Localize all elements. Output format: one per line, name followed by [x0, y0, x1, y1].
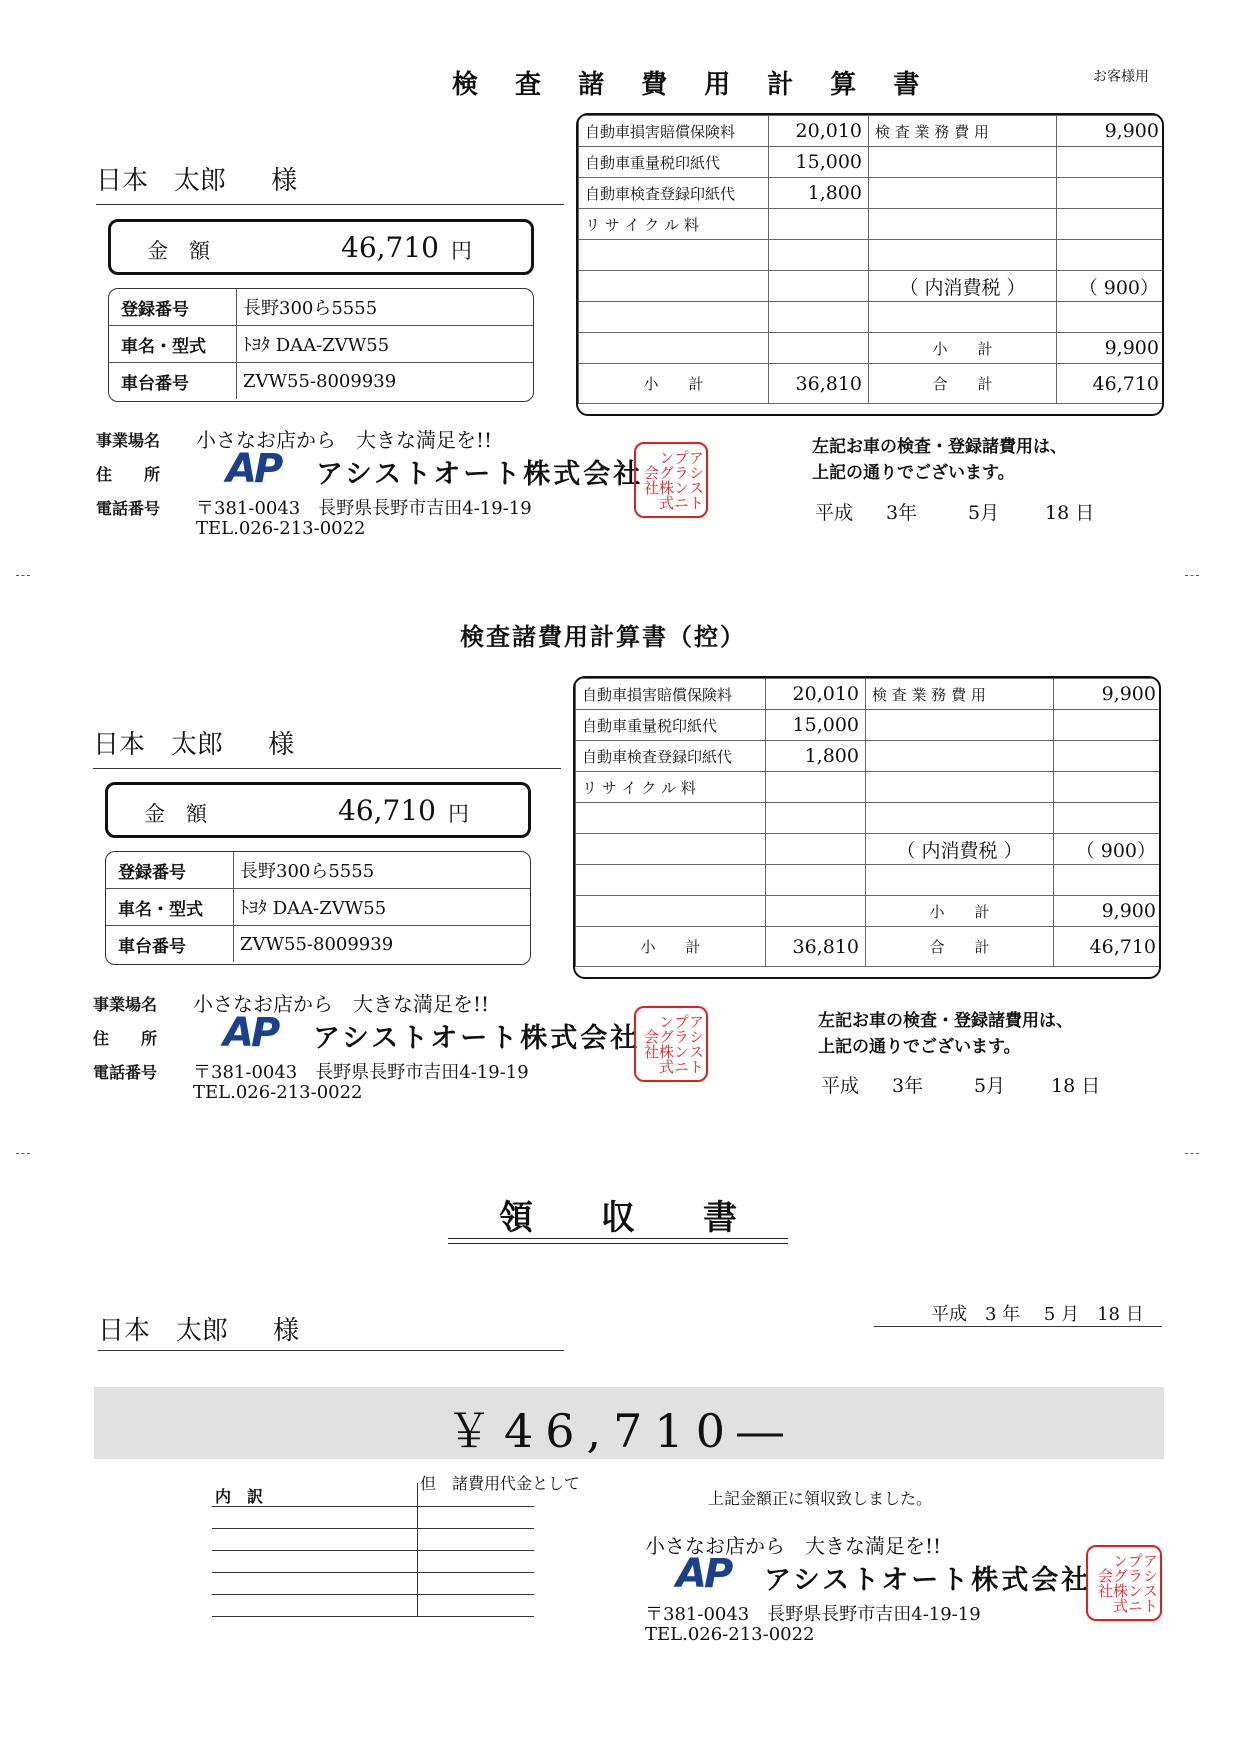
amount-value: 46,710: [341, 231, 439, 264]
amount-unit: 円: [448, 802, 469, 826]
total-label: 合 計: [866, 927, 1054, 967]
fee-label: 自動車検査登録印紙代: [579, 178, 769, 209]
total-label: 合 計: [869, 364, 1057, 404]
customer-name: 日本 太郎: [98, 1316, 229, 1346]
receipt-proviso: 但 諸費用代金として: [420, 1474, 581, 1493]
vehicle-info: [108, 288, 534, 402]
tax-label: （ 内消費税 ）: [866, 834, 1054, 865]
fee-value: 15,000: [769, 147, 869, 178]
biz-label: 事業場名: [96, 431, 161, 450]
model-label: 車名・型式: [106, 889, 234, 925]
statement-title: 検 査 諸 費 用 計 算 書: [452, 70, 934, 100]
reg-value: 長野300ら5555: [243, 298, 378, 319]
fee-label: 自動車損害賠償保険料: [579, 116, 769, 147]
amount-unit: 円: [451, 239, 472, 263]
model-value: ﾄﾖﾀ DAA-ZVW55: [240, 898, 387, 919]
chassis-value: ZVW55-8009939: [240, 933, 394, 955]
breakdown-label: 内 訳: [215, 1487, 264, 1506]
honorific: 様: [271, 166, 298, 196]
tax-value: （ 900）: [1057, 271, 1165, 302]
cut-mark: [16, 575, 30, 578]
reg-value: 長野300ら5555: [240, 861, 375, 882]
model-label: 車名・型式: [109, 326, 237, 362]
chassis-label: 車台番号: [106, 926, 234, 962]
company-address: 〒381-0043 長野県長野市吉田4-19-19: [193, 1062, 529, 1083]
tax-label: （ 内消費税 ）: [869, 271, 1057, 302]
company-name: アシストオート株式会社: [316, 459, 644, 490]
vehicle-row-reg: [106, 852, 530, 889]
company-logo: AP: [676, 1551, 731, 1597]
customer-name: 日本 太郎: [93, 730, 224, 760]
reg-label: 登録番号: [109, 289, 237, 325]
customer-name-line: [96, 160, 564, 205]
company-seal: アシストプランニング株式会社: [1086, 1545, 1162, 1621]
fee-value: 9,900: [1054, 679, 1162, 710]
customer-name: 日本 太郎: [96, 166, 227, 196]
company-tel: TEL.026-213-0022: [193, 1082, 363, 1103]
amount-value: 46,710: [338, 794, 436, 827]
company-seal: アシストプランニング株式会社: [634, 1006, 708, 1082]
model-value: ﾄﾖﾀ DAA-ZVW55: [243, 335, 390, 356]
cut-mark: [1185, 1153, 1199, 1156]
amount-box: [108, 219, 534, 275]
chassis-value: ZVW55-8009939: [243, 370, 397, 392]
customer-copy-label: お客様用: [1093, 69, 1149, 85]
fee-label: リ サ イ ク ル 料: [576, 772, 766, 803]
customer-name-line: [93, 724, 561, 769]
tel-label: 電話番号: [93, 1063, 158, 1082]
date-era: 平成: [815, 502, 854, 524]
vehicle-row-chassis: [109, 363, 533, 399]
fee-value: 15,000: [766, 710, 866, 741]
fee-label: 自動車重量税印紙代: [576, 710, 766, 741]
date-day: 18 日: [1045, 502, 1095, 524]
vehicle-info: [105, 851, 531, 965]
fee-label: リ サ イ ク ル 料: [579, 209, 769, 240]
tax-value: （ 900）: [1054, 834, 1162, 865]
tel-label: 電話番号: [96, 499, 161, 518]
statement-line1: 左記お車の検査・登録諸費用は、: [818, 1011, 1073, 1031]
statement-line2: 上記の通りでございます。: [812, 463, 1015, 483]
fee-value: 20,010: [766, 679, 866, 710]
addr-label: 住 所: [93, 1029, 158, 1048]
date-year: 3年: [886, 502, 918, 524]
company-name: アシストオート株式会社: [764, 1565, 1092, 1596]
fee-value: 1,800: [769, 178, 869, 209]
addr-label: 住 所: [96, 465, 161, 484]
received-text: 上記金額正に領収致しました。: [708, 1489, 933, 1508]
fee-label: 検 査 業 務 費 用: [869, 116, 1057, 147]
company-logo: AP: [226, 446, 281, 492]
statement-title-copy: 検査諸費用計算書（控）: [460, 623, 746, 651]
date-month: 5月: [974, 1075, 1006, 1097]
chassis-label: 車台番号: [109, 363, 237, 399]
subtotal-value: 9,900: [1057, 333, 1165, 364]
fees-table: [573, 676, 1161, 979]
date-month: 5月: [968, 502, 1000, 524]
subtotal-label: 小 計: [576, 927, 766, 967]
vehicle-row-chassis: [106, 926, 530, 962]
breakdown-table: [212, 1483, 534, 1617]
fee-label: 自動車検査登録印紙代: [576, 741, 766, 772]
cut-mark: [1185, 575, 1199, 578]
date-day: 18 日: [1051, 1075, 1101, 1097]
receipt-date-line: [874, 1326, 1162, 1327]
total-value: 46,710: [1057, 364, 1165, 404]
fee-value: 20,010: [769, 116, 869, 147]
amount-label: 金 額: [144, 802, 207, 826]
company-tel: TEL.026-213-0022: [645, 1624, 815, 1645]
slogan: 小さなお店から 大きな満足を!!: [196, 428, 493, 452]
honorific: 様: [273, 1316, 300, 1346]
subtotal-value: 36,810: [769, 364, 869, 404]
statement-line1: 左記お車の検査・登録諸費用は、: [812, 437, 1067, 457]
statement-line2: 上記の通りでございます。: [818, 1037, 1021, 1057]
fee-label: 自動車重量税印紙代: [579, 147, 769, 178]
company-address: 〒381-0043 長野県長野市吉田4-19-19: [645, 1604, 981, 1625]
subtotal-value: 9,900: [1054, 896, 1162, 927]
amount-label: 金 額: [147, 239, 210, 263]
fee-label: 自動車損害賠償保険料: [576, 679, 766, 710]
fees-table: [576, 113, 1164, 416]
fee-value: 1,800: [766, 741, 866, 772]
fee-value: 9,900: [1057, 116, 1165, 147]
subtotal-value: 36,810: [766, 927, 866, 967]
receipt-title-underline: [448, 1238, 788, 1244]
subtotal-label: 小 計: [866, 896, 1054, 927]
company-logo: AP: [223, 1010, 278, 1056]
date-era: 平成: [821, 1075, 860, 1097]
vehicle-row-model: [109, 326, 533, 363]
vehicle-row-model: [106, 889, 530, 926]
cut-mark: [16, 1153, 30, 1156]
receipt-date: 平成 3 年 5 月 18 日: [931, 1304, 1144, 1325]
receipt-title: 領 収 書: [499, 1198, 737, 1238]
honorific: 様: [268, 730, 295, 760]
subtotal-label: 小 計: [869, 333, 1057, 364]
total-value: 46,710: [1054, 927, 1162, 967]
slogan: 小さなお店から 大きな満足を!!: [645, 1534, 942, 1558]
biz-label: 事業場名: [93, 995, 158, 1014]
receipt-customer-line: [98, 1310, 564, 1351]
receipt-amount: ￥46,710―: [446, 1404, 795, 1458]
fee-label: 検 査 業 務 費 用: [866, 679, 1054, 710]
company-tel: TEL.026-213-0022: [196, 518, 366, 539]
company-seal: アシストプランニング株式会社: [634, 442, 708, 518]
slogan: 小さなお店から 大きな満足を!!: [193, 992, 490, 1016]
subtotal-label: 小 計: [579, 364, 769, 404]
amount-box: [105, 782, 531, 838]
reg-label: 登録番号: [106, 852, 234, 888]
receipt-amount-bar: [94, 1387, 1164, 1459]
date-year: 3年: [892, 1075, 924, 1097]
company-name: アシストオート株式会社: [313, 1023, 641, 1054]
company-address: 〒381-0043 長野県長野市吉田4-19-19: [196, 498, 532, 519]
vehicle-row-reg: [109, 289, 533, 326]
